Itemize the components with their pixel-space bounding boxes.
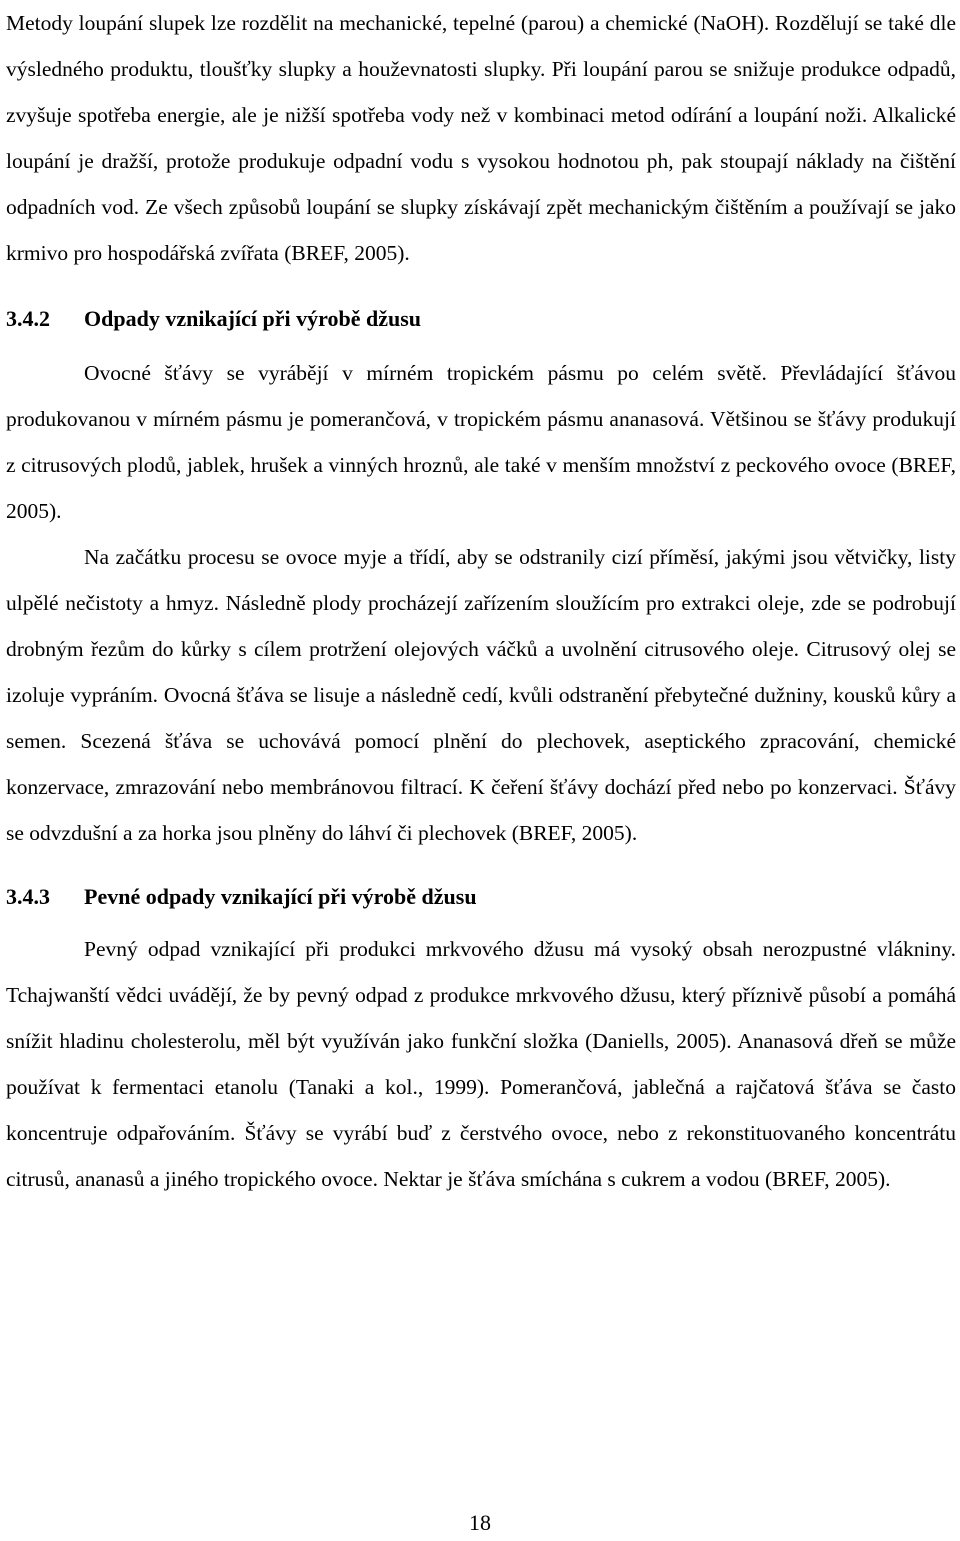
document-page bbox=[6, 0, 956, 1202]
paragraph-solid-waste: Pevný odpad vznikající při produkci mrkvového džusu má vysoký obsah nerozpustné vlákniny. Tchajwanští vědci uvádějí, že by pevný odpad z produkce mrkvového džusu, který příznivě působí a pomáhá snížit hladinu cholesterolu, měl být využíván jako funkční složka (Daniells, 2005). Ananasová dřeň se může používat k fermentaci etanolu (Tanaki a kol., 1999). Pomerančová, jablečná a rajčatová šťáva se často koncentruje odpařováním. Šťávy se vyrábí buď z čerstvého ovoce, nebo z rekonstituovaného koncentrátu citrusů, ananasů a jiného tropického ovoce. Nektar je šťáva smíchána s cukrem a vodou (BREF, 2005). bbox=[6, 937, 956, 1191]
paragraph-peeling-methods: Metody loupání slupek lze rozdělit na mechanické, tepelné (parou) a chemické (NaOH). Rozdělují se také dle výsledného produktu, tloušťky slupky a houževnatosti slupky. Při loupání parou se snižuje produkce odpadů, zvyšuje spotřeba energie, ale je nižší spotřeba vody než v kombinaci metod odírání a loupání noži. Alkalické loupání je dražší, protože produkuje odpadní vodu s vysokou hodnotou ph, pak stoupají náklady na čištění odpadních vod. Ze všech způsobů loupání se slupky získávají zpět mechanickým čištěním a používají se jako krmivo pro hospodářská zvířata (BREF, 2005). bbox=[6, 11, 956, 265]
heading-number: 3.4.2 bbox=[6, 306, 50, 331]
section-3-4-2-body bbox=[6, 350, 956, 856]
paragraph-juice-production: Ovocné šťávy se vyrábějí v mírném tropickém pásmu po celém světě. Převládající šťávou produkovanou v mírném pásmu je pomerančová, v tropickém pásmu ananasová. Většinou se šťávy produkují z citrusových plodů, jablek, hrušek a vinných hroznů, ale také v menším množství z peckového ovoce (BREF, 2005). bbox=[6, 361, 956, 523]
heading-section-3-4-2 bbox=[6, 296, 956, 342]
page-number: 18 bbox=[469, 1510, 491, 1535]
heading-title: Pevné odpady vznikající při výrobě džusu bbox=[84, 884, 477, 909]
heading-section-3-4-3 bbox=[6, 874, 956, 920]
heading-number: 3.4.3 bbox=[6, 884, 50, 909]
paragraph-juice-process: Na začátku procesu se ovoce myje a třídí, aby se odstranily cizí příměsí, jakými jsou větvičky, listy ulpělé nečistoty a hmyz. Následně plody procházejí zařízením sloužícím pro extrakci oleje, zde se podrobují drobným řezům do kůrky s cílem protržení olejových váčků a uvolnění citrusového oleje. Citrusový olej se izoluje vypráním. Ovocná šťáva se lisuje a následně cedí, kvůli odstranění přebytečné dužniny, kousků kůry a semen. Scezená šťáva se uchovává pomocí plnění do plechovek, aseptického zpracování, chemické konzervace, zmrazování nebo membránovou filtrací. K čeření šťávy dochází před nebo po konzervaci. Šťávy se odvzdušní a za horka jsou plněny do láhví či plechovek (BREF, 2005). bbox=[6, 545, 956, 845]
section-3-4-3-body bbox=[6, 926, 956, 1202]
heading-title: Odpady vznikající při výrobě džusu bbox=[84, 306, 421, 331]
